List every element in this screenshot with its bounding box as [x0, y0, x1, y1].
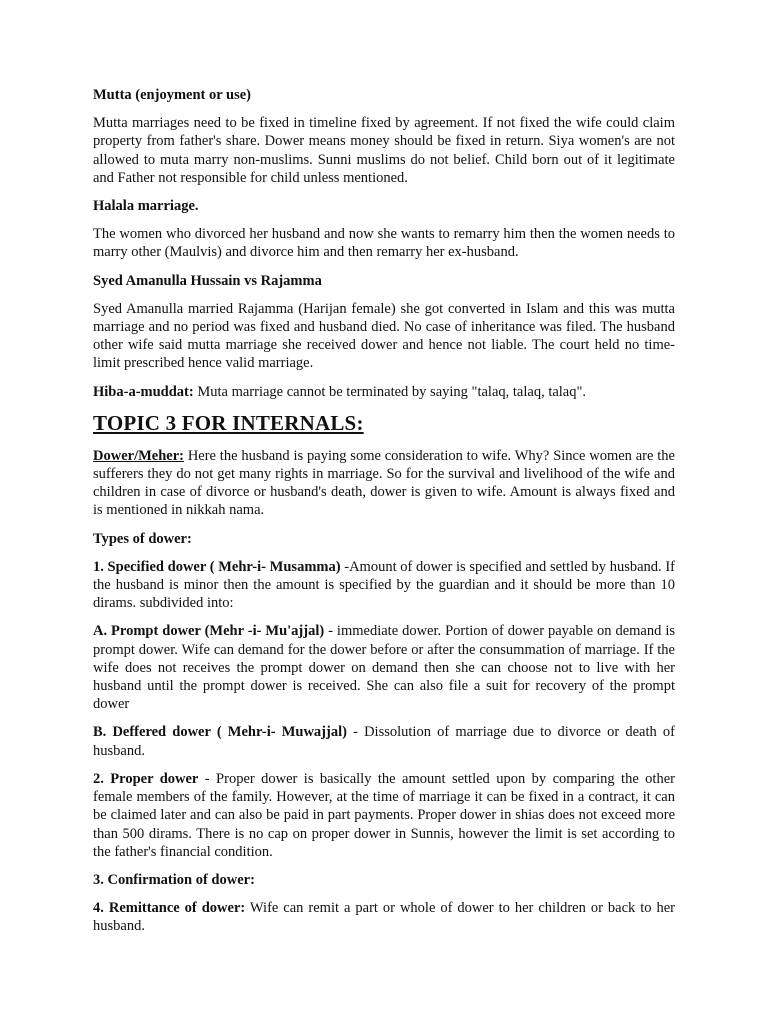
deferred-dower-text: - Dissolution of marriage due to divorce or death of husband.	[93, 724, 675, 759]
specified-dower-label: 1. Specified dower ( Mehr-i- Musamma)	[93, 558, 341, 575]
syed-case-paragraph: Syed Amanulla married Rajamma (Harijan female) she got converted in Islam and this was mutta marriage and no period was fixed and husband died. No case of inheritance was filed. The husband other wife said mutta marriage she received dower and hence not liable. The court held no time-limit prescribed hence valid marriage.	[93, 300, 675, 372]
document-page	[93, 86, 675, 946]
specified-dower-text: -Amount of dower is specified and settled by husband. If the husband is minor then the amount is specified by the guardian and it should be more than 10 dirams. subdivided into:	[93, 558, 675, 612]
specified-dower-paragraph	[93, 558, 675, 613]
topic-heading: TOPIC 3 FOR INTERNALS:	[93, 410, 364, 435]
confirmation-heading: 3. Confirmation of dower:	[93, 871, 255, 888]
dower-paragraph	[93, 447, 675, 520]
hiba-text: Muta marriage cannot be terminated by saying "talaq, talaq, talaq".	[193, 383, 587, 400]
proper-dower-text: - Proper dower is basically the amount settled upon by comparing the other female members of the family. However, at the time of marriage it can be fixed in a contract, it can be claimed later and can also be paid in part payments. Proper dower in shias does not exceed more than 500 dirams. There is no cap on proper dower in Sunnis, however the limit is set according to the father's financial condition.	[93, 770, 675, 860]
hiba-label: Hiba-a-muddat:	[93, 383, 194, 400]
halala-paragraph: The women who divorced her husband and now she wants to remarry him then the women needs to marry other (Maulvis) and divorce him and then remarry her ex-husband.	[93, 226, 675, 261]
mutta-heading: Mutta (enjoyment or use)	[93, 87, 251, 103]
halala-heading: Halala marriage.	[93, 198, 199, 215]
hiba-paragraph	[93, 383, 675, 401]
syed-case-heading: Syed Amanulla Hussain vs Rajamma	[93, 272, 322, 289]
prompt-dower-label: A. Prompt dower (Mehr -i- Mu'ajjal)	[93, 623, 325, 640]
deferred-dower-label: B. Deffered dower ( Mehr-i- Muwajjal)	[93, 724, 347, 741]
deferred-dower-paragraph	[93, 723, 675, 759]
types-heading: Types of dower:	[93, 530, 192, 547]
prompt-dower-text: - immediate dower. Portion of dower payable on demand is prompt dower. Wife can demand for the dower before or after the consummation of marriage. If the wife does not receives the prompt dower on demand then she can choose not to live with her husband until the prompt dower is received. She can also file a suit for recovery of the prompt dower	[93, 623, 675, 713]
prompt-dower-paragraph	[93, 622, 675, 713]
proper-dower-paragraph	[93, 770, 675, 861]
mutta-paragraph: Mutta marriages need to be fixed in timeline fixed by agreement. If not fixed the wife could claim property from father's share. Dower means money should be fixed in return. Siya women's are not allowed to muta marry non-muslims. Sunni muslims do not belief. Child born out of it legitimate and Father not responsible for child unless mentioned.	[93, 115, 675, 186]
dower-label: Dower/Meher:	[93, 447, 184, 464]
dower-text: Here the husband is paying some consideration to wife. Why? Since women are the sufferers they do not get many rights in marriage. So for the survival and livelihood of the wife and children in case of divorce or husband's death, dower is given to wife. Amount is always fixed and is mentioned in nikkah nama.	[93, 447, 675, 519]
remittance-text: Wife can remit a part or whole of dower to her children or back to her husband.	[93, 900, 675, 935]
remittance-paragraph	[93, 899, 675, 935]
proper-dower-label: 2. Proper dower	[93, 770, 199, 787]
remittance-label: 4. Remittance of dower:	[93, 900, 246, 917]
